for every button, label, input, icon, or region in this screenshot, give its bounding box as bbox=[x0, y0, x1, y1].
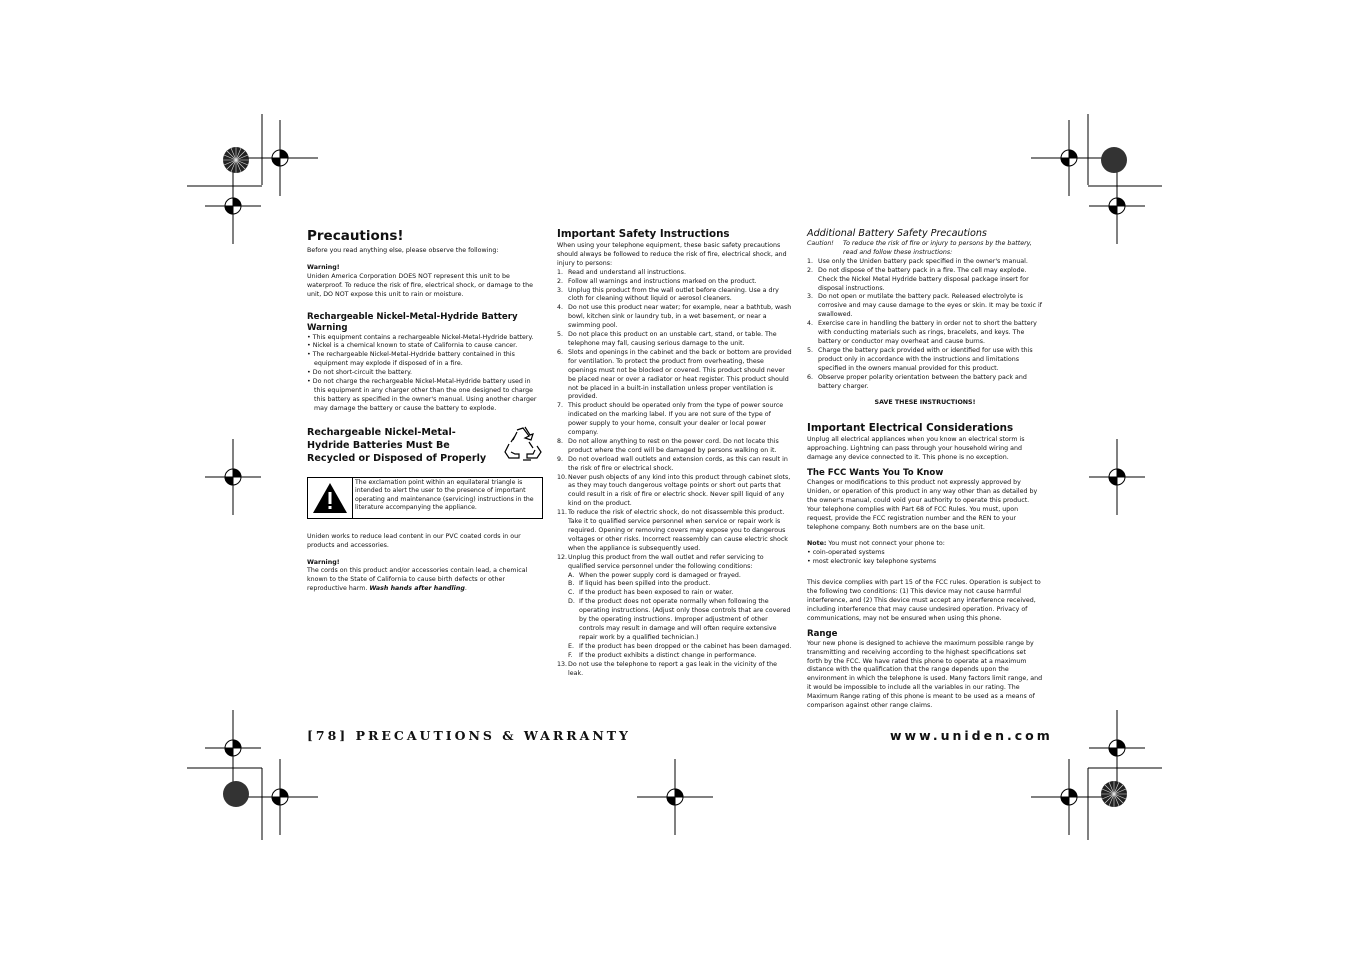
list-item bbox=[807, 347, 1043, 374]
list-number: 6. bbox=[807, 373, 814, 381]
column-right bbox=[807, 228, 1043, 711]
lead-text: Uniden works to reduce lead content in our PVC coated cords in our products and accessories. bbox=[307, 532, 521, 549]
warning-text: Uniden America Corporation DOES NOT represent this unit to be waterproof. To reduce the risk of fire, electrical shock, or damage to the unit, DO NOT expose this unit to rain or moisture. bbox=[307, 272, 533, 298]
list-item: • most electronic key telephone systems bbox=[807, 558, 937, 566]
safety-sublist bbox=[557, 572, 792, 661]
fcc-heading: The FCC Wants You To Know bbox=[807, 468, 944, 479]
list-item bbox=[568, 643, 792, 652]
list-number: 4. bbox=[557, 304, 564, 312]
range-heading: Range bbox=[807, 628, 838, 639]
list-number: 13. bbox=[557, 660, 568, 668]
list-number: 2. bbox=[557, 277, 564, 285]
list-text: Slots and openings in the cabinet and the back or bottom are provided for ventilation. To protect the product from overheating, these openings must not be blocked or covered. This product should never be placed near or over a radiator or heat register. This product should not be placed in a built-in installation unless proper ventilation is provided. bbox=[568, 348, 792, 401]
list-text: If the product has been exposed to rain or water. bbox=[579, 589, 734, 597]
list-text: If liquid has been spilled into the product. bbox=[579, 580, 711, 588]
list-item bbox=[557, 304, 792, 331]
list-text: Exercise care in handling the battery in order not to short the battery with conducting materials such as rings, bracelets, and keys. The battery or conductor may overheat and cause burns. bbox=[818, 320, 1037, 345]
part15-text: This device complies with part 15 of the FCC rules. Operation is subject to the following two conditions: (1) This device may not cause harmful interference, and (2) This device must accept any interference received, including interference that may cause undesired operation. Privacy of communications, may not be ensured when using this phone. bbox=[807, 579, 1041, 622]
recycle-heading: Rechargeable Nickel-Metal-Hydride Batteries Must Be Recycled or Disposed of Properly bbox=[307, 426, 487, 464]
list-text: Do not open or mutilate the battery pack. Released electrolyte is corrosive and may cause damage to the eyes or skin. It may be toxic if swallowed. bbox=[818, 293, 1042, 319]
safety-heading: Important Safety Instructions bbox=[557, 228, 730, 240]
list-text: Do not overload wall outlets and extension cords, as this can result in the risk of fire or electrical shock. bbox=[568, 455, 788, 472]
list-item bbox=[557, 438, 792, 456]
list-number: 4. bbox=[807, 320, 814, 328]
electrical-heading: Important Electrical Considerations bbox=[807, 422, 1014, 435]
list-text: Unplug this product from the wall outlet and refer servicing to qualified service personnel under the following conditions: bbox=[568, 553, 764, 570]
list-number: 3. bbox=[807, 293, 814, 301]
battery-warning-list bbox=[307, 334, 543, 414]
list-item bbox=[557, 287, 792, 305]
list-number: D. bbox=[568, 598, 575, 606]
list-item bbox=[568, 598, 792, 643]
list-number: 9. bbox=[557, 455, 564, 463]
list-number: 12. bbox=[557, 553, 568, 561]
warning2-paragraph bbox=[307, 567, 543, 594]
list-item: • The rechargeable Nickel-Metal-Hydride battery contained in this equipment may explode if disposed of in a fire. bbox=[307, 351, 515, 368]
caution-box bbox=[307, 477, 543, 519]
list-item bbox=[568, 572, 792, 581]
list-text: If the product has been dropped or the cabinet has been damaged. bbox=[579, 642, 792, 650]
note-text: You must not connect your phone to: bbox=[826, 540, 945, 548]
battery-warning-heading: Rechargeable Nickel-Metal-Hydride Battery Warning bbox=[307, 311, 518, 333]
list-number: A. bbox=[568, 571, 575, 579]
list-item: • Do not charge the rechargeable Nickel-Metal-Hydride battery used in this equipment in any charger other than the one designed to charge this battery as specified in the owner's manual. Using another charger may damage the battery or cause the battery to explode. bbox=[307, 378, 537, 412]
warning2-label: Warning! bbox=[307, 558, 340, 566]
list-item bbox=[557, 661, 792, 679]
list-item bbox=[557, 474, 792, 510]
safety-intro: When using your telephone equipment, these basic safety precautions should always be followed to reduce the risk of fire, electrical shock, and injury to persons: bbox=[557, 242, 787, 267]
list-item bbox=[807, 374, 1043, 392]
list-number: 7. bbox=[557, 402, 564, 410]
list-item bbox=[557, 331, 792, 349]
list-text: Read and understand all instructions. bbox=[568, 268, 686, 276]
list-text: If the product exhibits a distinct change in performance. bbox=[579, 651, 757, 659]
triangle-text: The exclamation point within an equilateral triangle is intended to alert the user to the presence of important operating and maintenance (servicing) instructions in the literature accompanying the appliance. bbox=[352, 478, 542, 518]
warning-triangle-icon bbox=[311, 481, 349, 515]
footer-website: www.uniden.com bbox=[890, 728, 1053, 743]
caution-label: Caution! bbox=[807, 240, 834, 247]
list-item: • This equipment contains a rechargeable Nickel-Metal-Hydride battery. bbox=[307, 333, 534, 341]
footer-section-title: [78] PRECAUTIONS & WARRANTY bbox=[307, 728, 631, 743]
list-number: B. bbox=[568, 580, 575, 588]
list-number: E. bbox=[568, 642, 574, 650]
list-text: Do not use the telephone to report a gas leak in the vicinity of the leak. bbox=[568, 660, 777, 677]
list-item bbox=[557, 554, 792, 572]
list-text: Do not dispose of the battery pack in a fire. The cell may explode. Check the Nickel Metal Hydride battery disposal package insert for disposal instructions. bbox=[818, 266, 1029, 292]
list-text: To reduce the risk of electric shock, do not disassemble this product. Take it to qualified service personnel when service or repair work is required. Opening or removing covers may expose you to dangerous voltages or other risks. Incorrect reassembly can cause electric shock when the appliance is subsequently used. bbox=[568, 509, 788, 552]
list-item bbox=[557, 269, 792, 278]
column-middle bbox=[557, 228, 792, 678]
list-text: This product should be operated only from the type of power source indicated on the marking label. If you are not sure of the type of power supply to your home, consult your dealer or local power company. bbox=[568, 402, 784, 437]
list-item bbox=[807, 293, 1043, 320]
electrical-text: Unplug all electrical appliances when you know an electrical storm is approaching. Lightning can pass through your household wiring and damage any device connected to it. This phone is no exception. bbox=[807, 436, 1025, 462]
list-number: 3. bbox=[557, 286, 564, 294]
list-text: If the product does not operate normally when following the operating instructions. (Adjust only those controls that are covered by the operating instructions. Improper adjustment of other controls may result in damage and will often require extensive repair work by a qualified technician.) bbox=[579, 598, 791, 641]
list-item bbox=[557, 278, 792, 287]
list-item bbox=[557, 456, 792, 474]
list-number: 5. bbox=[557, 331, 564, 339]
list-item bbox=[807, 258, 1043, 267]
list-item bbox=[568, 589, 792, 598]
warning2-emphasis: Wash hands after handling bbox=[369, 585, 465, 593]
caution-line bbox=[807, 240, 1043, 258]
battery-precautions-list bbox=[807, 258, 1043, 392]
list-text: When the power supply cord is damaged or frayed. bbox=[579, 571, 741, 579]
safety-list bbox=[557, 269, 792, 572]
intro-text: Before you read anything else, please observe the following: bbox=[307, 247, 499, 254]
list-number: 6. bbox=[557, 348, 564, 356]
range-text: Your new phone is designed to achieve the maximum possible range by transmitting and receiving according to the highest specifications set forth by the FCC. We have rated this phone to operate at a maximum distance with the qualification that the range depends upon the environment in which the telephone is used. Many factors limit range, and it would be impossible to include all the variables in our rating. The Maximum Range rating of this phone is meant to be used as a means of comparison against other range claims. bbox=[807, 639, 1043, 710]
fcc-text: Changes or modifications to this product not expressly approved by Uniden, or operation of this product in any way other than as detailed by the owner's manual, could void your authority to operate this product. Your telephone complies with Part 68 of FCC Rules. You must, upon request, provide the FCC registration number and the REN to your telephone company. Both numbers are on the base unit. bbox=[807, 479, 1038, 531]
recycle-icon bbox=[503, 426, 543, 462]
list-number: F. bbox=[568, 651, 573, 659]
list-number: 8. bbox=[557, 437, 564, 445]
list-text: Do not use this product near water; for example, near a bathtub, wash bowl, kitchen sink or laundry tub, in a wet basement, or near a swimming pool. bbox=[568, 304, 792, 330]
save-instructions: SAVE THESE INSTRUCTIONS! bbox=[874, 399, 976, 407]
note-label: Note: bbox=[807, 540, 827, 548]
warning2-text: The cords on this product and/or accessories contain lead, a chemical known to the State of California to cause birth defects or other reproductive harm. bbox=[307, 567, 528, 593]
list-item bbox=[568, 652, 792, 661]
list-item bbox=[557, 349, 792, 402]
list-number: 11. bbox=[557, 509, 568, 517]
battery-precautions-heading: Additional Battery Safety Precautions bbox=[807, 228, 987, 239]
warning2-end: . bbox=[464, 585, 467, 593]
list-number: 10. bbox=[557, 473, 568, 481]
list-number: 1. bbox=[557, 268, 564, 276]
list-text: Follow all warnings and instructions marked on the product. bbox=[568, 277, 757, 285]
list-text: Observe proper polarity orientation between the battery pack and battery charger. bbox=[818, 373, 1027, 390]
list-text: Charge the battery pack provided with or identified for use with this product only in accordance with the instructions and limitations specified in the owners manual provided for this product. bbox=[818, 346, 1033, 372]
list-item bbox=[807, 267, 1043, 294]
safety-last bbox=[557, 661, 792, 679]
page-title: Precautions! bbox=[307, 228, 404, 244]
list-text: Unplug this product from the wall outlet before cleaning. Use a dry cloth for cleaning without liquid or aerosol cleaners. bbox=[568, 286, 779, 303]
list-number: 1. bbox=[807, 257, 814, 265]
list-text: Use only the Uniden battery pack specified in the owner's manual. bbox=[818, 257, 1028, 265]
note-paragraph bbox=[807, 540, 1043, 549]
list-text: Do not place this product on an unstable cart, stand, or table. The telephone may fall, causing serious damage to the unit. bbox=[568, 331, 777, 347]
list-number: 2. bbox=[807, 266, 814, 274]
column-left bbox=[307, 228, 543, 594]
warning-label: Warning! bbox=[307, 263, 340, 271]
caution-text: To reduce the risk of fire or injury to persons by the battery, read and follow these instructions: bbox=[843, 240, 1032, 256]
list-item: • Nickel is a chemical known to state of California to cause cancer. bbox=[307, 342, 518, 350]
list-item bbox=[568, 580, 792, 589]
list-text: Never push objects of any kind into this product through cabinet slots, as they may touch dangerous voltage points or short out parts that could result in a risk of fire or electric shock. Never spill liquid of any kind on the product. bbox=[568, 473, 791, 508]
list-number: 5. bbox=[807, 346, 814, 354]
list-item: • coin-operated systems bbox=[807, 549, 885, 557]
list-text: Do not allow anything to rest on the power cord. Do not locate this product where the cord will be damaged by persons walking on it. bbox=[568, 437, 779, 454]
list-item bbox=[807, 320, 1043, 347]
list-number: C. bbox=[568, 589, 575, 597]
list-item bbox=[557, 509, 792, 554]
list-item bbox=[557, 402, 792, 438]
list-item: • Do not short-circuit the battery. bbox=[307, 369, 412, 377]
